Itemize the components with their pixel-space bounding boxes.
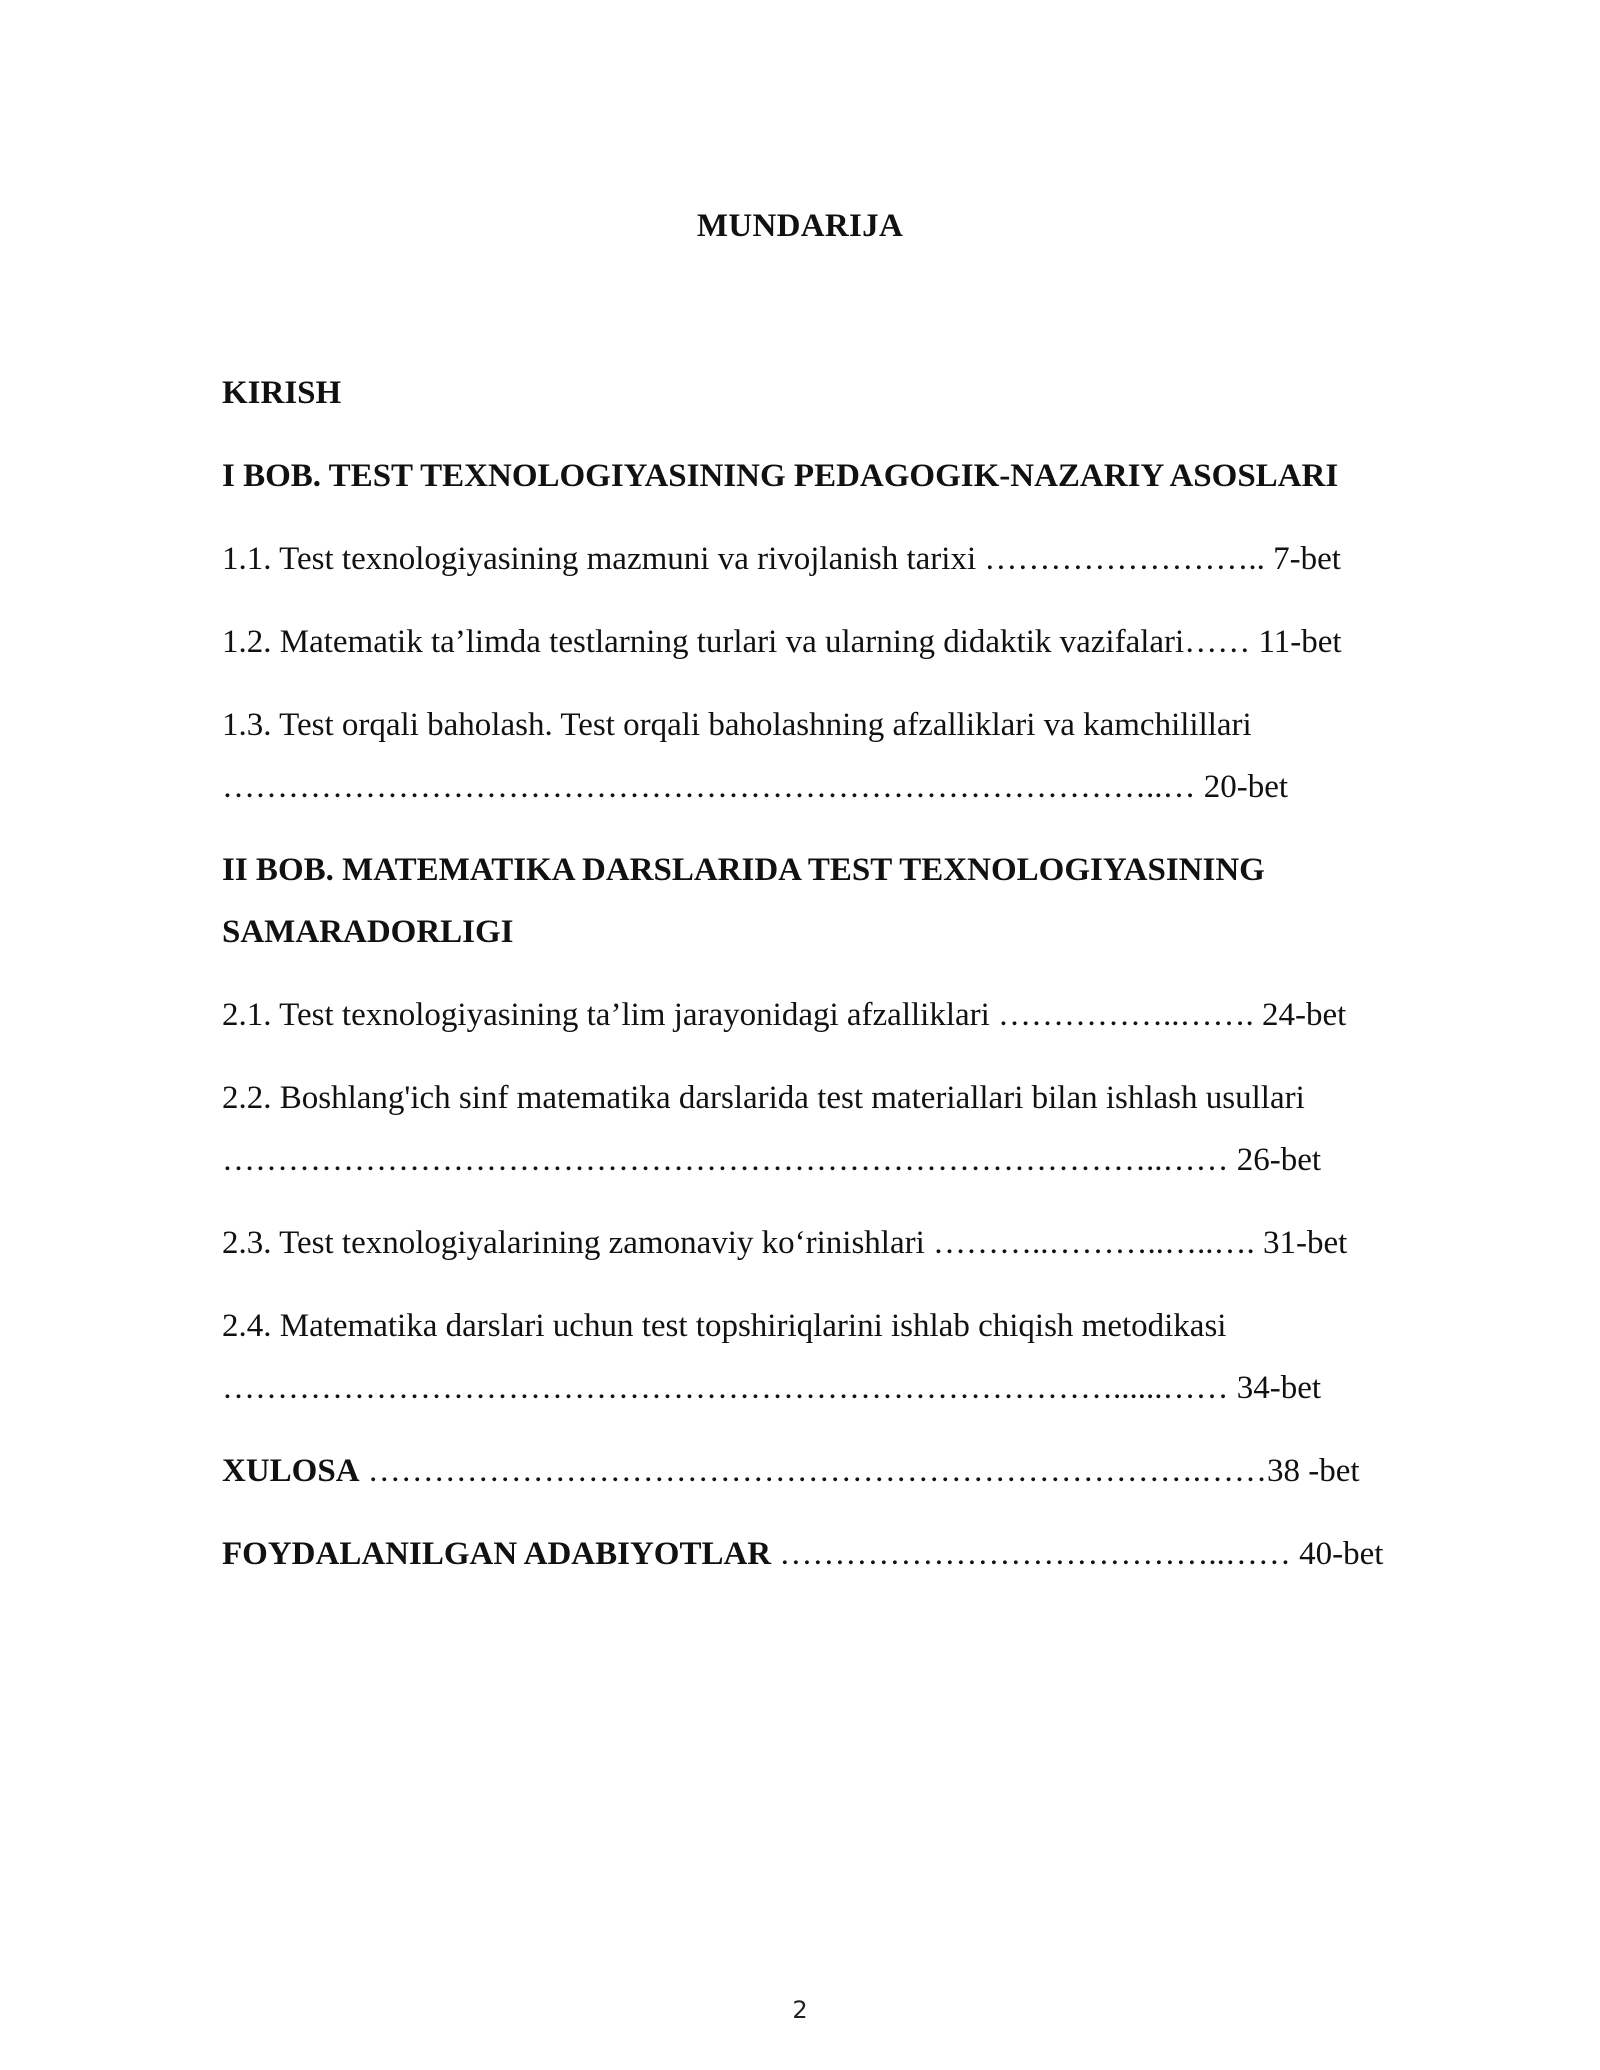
toc-chapter-1-title: I BOB. TEST TEXNOLOGIYASINING PEDAGOGIK-NAZARIY ASOSLARI (222, 458, 1339, 494)
toc-entry-2-3: 2.3. Test texnologiyalarining zamonaviy ko‘rinishlari ………..………..…..…. 31-bet (222, 1225, 1348, 1261)
toc-entry-conclusion-label: XULOSA (222, 1453, 360, 1489)
toc-entry-2-1: 2.1. Test texnologiyasining ta’lim jarayonidagi afzalliklari ……………..……. 24-bet (222, 997, 1347, 1033)
toc-entry-1-3-leader: …………………………………………………………………………..… 20-bet (222, 769, 1289, 805)
toc-chapter-2-title-line2: SAMARADORLIGI (222, 914, 514, 950)
toc-entry-conclusion (222, 1451, 1360, 1491)
toc-entry-intro: KIRISH (222, 375, 342, 411)
toc-entry-1-3-title: 1.3. Test orqali baholash. Test orqali baholashning afzalliklari va kamchilillari (222, 707, 1252, 743)
toc-entry-2-4-leader: ………………………………………………………………………......…… 34-bet (222, 1370, 1322, 1406)
toc-entry-2-4-title: 2.4. Matematika darslari uchun test topshiriqlarini ishlab chiqish metodikasi (222, 1308, 1227, 1344)
toc-entry-conclusion-page: ………………………………………………………………….……38 -bet (359, 1453, 1360, 1489)
toc-entry-references (222, 1534, 1383, 1574)
toc-entry-references-page: …………………………………..…… 40-bet (771, 1536, 1384, 1572)
toc-entry-references-label: FOYDALANILGAN ADABIYOTLAR (222, 1536, 772, 1572)
toc-chapter-2-title-line1: II BOB. MATEMATIKA DARSLARIDA TEST TEXNOLOGIYASINING (222, 852, 1265, 888)
toc-entry-1-1: 1.1. Test texnologiyasining mazmuni va rivojlanish tarixi …………………….. 7-bet (222, 541, 1341, 577)
toc-entry-1-2: 1.2. Matematik ta’limda testlarning turlari va ularning didaktik vazifalari…… 11-bet (222, 624, 1342, 660)
page-number: 2 (792, 1996, 808, 2024)
page-title: MUNDARIJA (696, 208, 904, 244)
toc-entry-2-2-title: 2.2. Boshlang'ich sinf matematika darslarida test materiallari bilan ishlash usullari (222, 1080, 1305, 1116)
toc-entry-2-2-leader: …………………………………………………………………………..…… 26-bet (222, 1142, 1322, 1178)
